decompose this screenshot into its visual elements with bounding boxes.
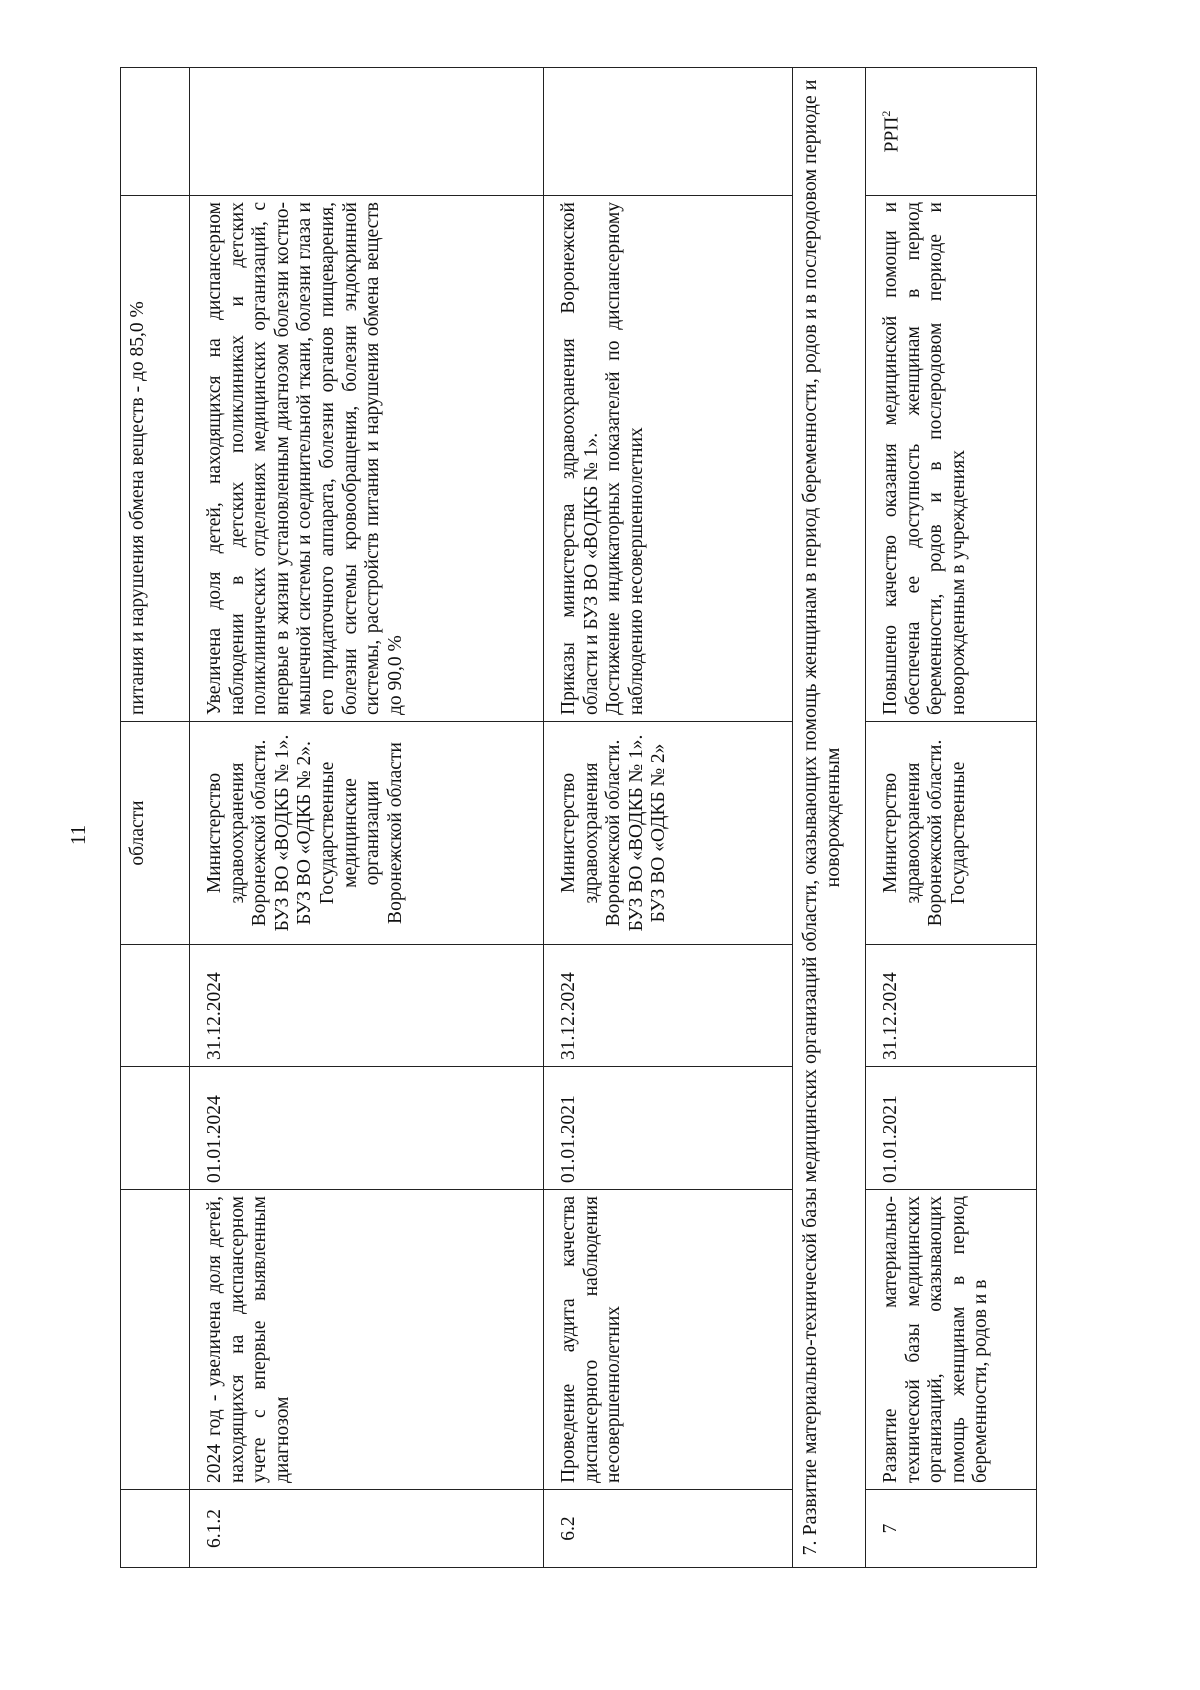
cell-num: 6.1.2 xyxy=(190,1490,544,1568)
page-number: 11 xyxy=(65,824,90,846)
cell-start: 01.01.2021 xyxy=(544,1067,793,1190)
cell-result: питания и нарушения обмена веществ - до 85,0 % xyxy=(121,196,190,722)
cell-start xyxy=(121,1067,190,1190)
cell-num: 6.2 xyxy=(544,1490,793,1568)
cell-start: 01.01.2024 xyxy=(190,1067,544,1190)
cell-system xyxy=(544,68,793,196)
cell-event xyxy=(121,1190,190,1490)
table-row-7 xyxy=(866,68,1037,1568)
rotated-table-sheet xyxy=(120,68,1100,1568)
cell-end xyxy=(121,945,190,1067)
section-7-title: 7. Развитие материально-технической базы медицинских организаций области, оказывающих помощь женщинам в период беременности, родов и в послеродовом периоде и новорожденным xyxy=(793,68,866,1568)
cell-system xyxy=(866,68,1037,196)
cell-responsible: Министерство здравоохранения Воронежской области. БУЗ ВО «ВОДКБ № 1». БУЗ ВО «ОДКБ № 2» xyxy=(544,722,793,945)
cell-result: Повышено качество оказания медицинской помощи и обеспечена ее доступность женщинам в период беременности, родов и в послеродовом периоде и новорожденным в учреждениях xyxy=(866,196,1037,722)
cell-num: 7 xyxy=(866,1490,1037,1568)
table-row-6-1-2 xyxy=(190,68,544,1568)
cell-event: Развитие материально-технической базы медицинских организаций, оказывающих помощь женщинам в период беременности, родов и в xyxy=(866,1190,1037,1490)
result-indicators-text: Достижение индикаторных показателей по диспансерному наблюдению несовершеннолетних xyxy=(603,202,647,715)
cell-responsible: области xyxy=(121,722,190,945)
cell-system xyxy=(121,68,190,196)
cell-result xyxy=(544,196,793,722)
cell-responsible: Министерство здравоохранения Воронежской области. Государственные xyxy=(866,722,1037,945)
system-footnote-mark: 2 xyxy=(879,110,893,117)
cell-event: Проведение аудита качества диспансерного наблюдения несовершеннолетних xyxy=(544,1190,793,1490)
cell-start: 01.01.2021 xyxy=(866,1067,1037,1190)
table-row-continuation xyxy=(121,68,190,1568)
cell-end: 31.12.2024 xyxy=(544,945,793,1067)
result-orders-text: Приказы министерства здравоохранения Воронежской области и БУЗ ВО «ВОДКБ № 1». xyxy=(558,202,602,715)
cell-end: 31.12.2024 xyxy=(190,945,544,1067)
cell-system xyxy=(190,68,544,196)
cell-event: 2024 год - увеличена доля детей, находящихся на диспансерном учете с впервые выявленным диагнозом xyxy=(190,1190,544,1490)
cell-result: Увеличена доля детей, находящихся на диспансерном наблюдении в детских поликлиниках и детских поликлинических отделениях медицинских организаций, с впервые в жизни установленным диагнозом болезни костно-мышечной системы и соединительной ткани, болезни глаза и его придаточного аппарата, болезни органов пищеварения, болезни системы кровообращения, болезни эндокринной системы, расстройств питания и нарушения обмена веществ до 90,0 % xyxy=(190,196,544,722)
system-label: РРП xyxy=(881,116,903,153)
cell-responsible: Министерство здравоохранения Воронежской области. БУЗ ВО «ВОДКБ № 1». БУЗ ВО «ОДКБ № 2». Государственные медицинские организации Воронежской области xyxy=(190,722,544,945)
cell-end: 31.12.2024 xyxy=(866,945,1037,1067)
action-plan-table xyxy=(120,67,1037,1568)
section-header-row xyxy=(793,68,866,1568)
cell-num xyxy=(121,1490,190,1568)
table-row-6-2 xyxy=(544,68,793,1568)
